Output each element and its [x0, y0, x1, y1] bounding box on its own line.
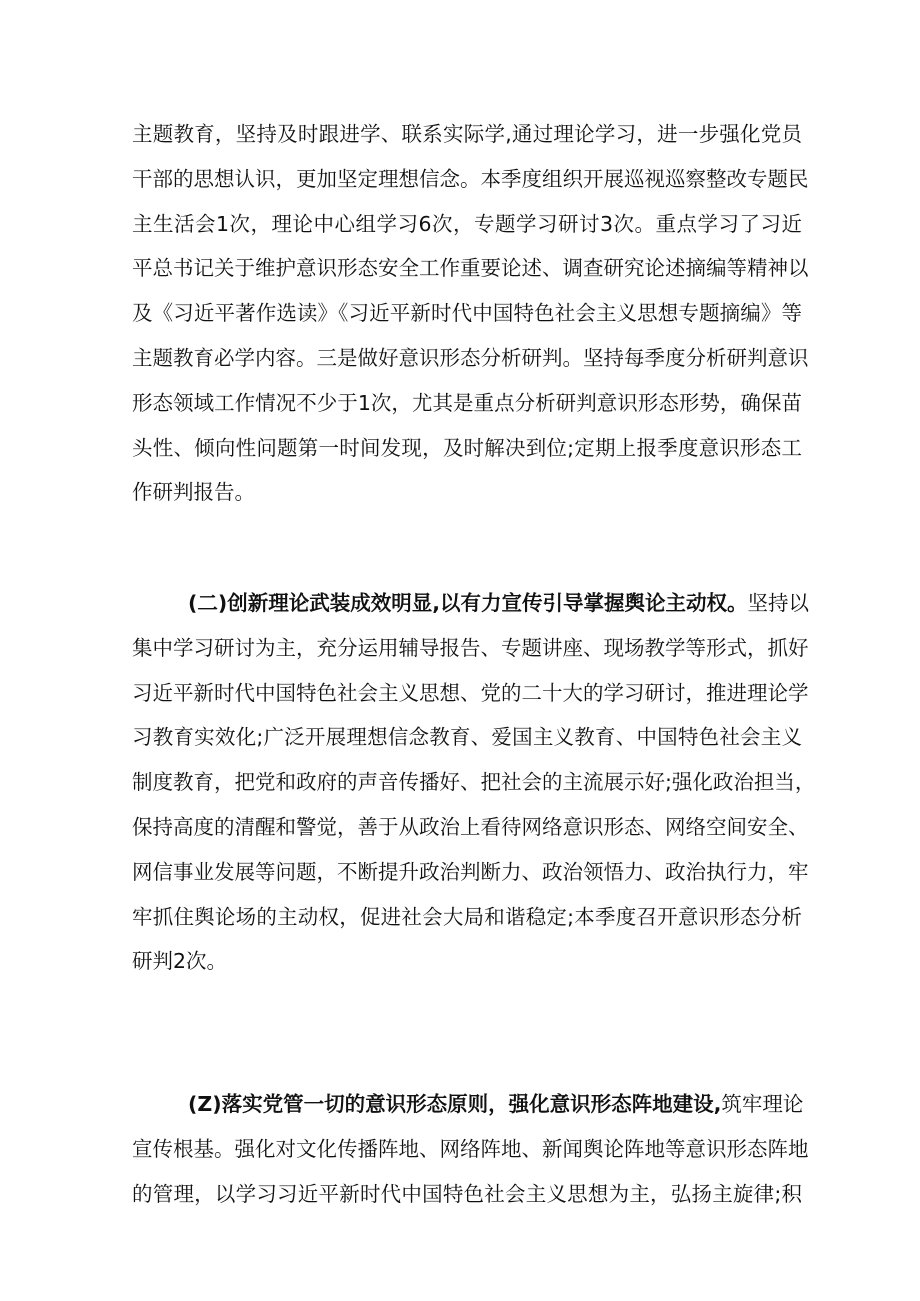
paragraph-2: [132, 581, 816, 984]
text-line: 保持高度的清醒和警觉，善于从政治上看待网络意识形态、网络空间安全、: [132, 814, 809, 839]
text-line: 制度教育，把党和政府的声音传播好、把社会的主流展示好;强化政治担当，: [132, 770, 816, 795]
heading-line-rest: 坚持以: [747, 591, 810, 615]
text-line: 主生活会1次，理论中心组学习6次，专题学习研讨3次。重点学习了习近: [132, 211, 802, 236]
text-line-last: 作研判报告。: [132, 480, 255, 505]
text-line: 习近平新时代中国特色社会主义思想、党的二十大的学习研讨，推进理论学: [132, 680, 809, 705]
section-heading-line: [132, 1082, 802, 1127]
text-line: 头性、倾向性问题第一时间发现，及时解决到位;定期上报季度意识形态工: [132, 435, 802, 460]
section-heading-line: [132, 581, 810, 626]
text-line: 网信事业发展等问题，不断提升政治判断力、政治领悟力、政治执行力，牢: [132, 859, 809, 884]
paragraph-3: [132, 1082, 809, 1216]
text-line-last: 研判2次。: [132, 949, 228, 974]
text-line: 宣传根基。强化对文化传播阵地、网络阵地、新闻舆论阵地等意识形态阵地: [132, 1136, 809, 1161]
text-line: 主题教育必学内容。三是做好意识形态分析研判。坚持每季度分析研判意识: [132, 345, 809, 370]
text-line: 主题教育，坚持及时跟进学、联系实际学,通过理论学习，进一步强化党员: [132, 122, 802, 146]
text-line: 平总书记关于维护意识形态安全工作重要论述、调查研究论述摘编等精神以: [132, 256, 809, 281]
section-heading: (二)创新理论武装成效明显,以有力宣传引导掌握舆论主动权。: [188, 591, 748, 615]
text-line: 集中学习研讨为主，充分运用辅导报告、专题讲座、现场教学等形式，抓好: [132, 635, 809, 660]
text-line: 牢抓住舆论场的主动权，促进社会大局和谐稳定;本季度召开意识形态分析: [132, 904, 802, 929]
text-line: 形态领域工作情况不少于1次，尤其是重点分析研判意识形态形势，确保苗: [132, 390, 802, 415]
text-line: 的管理，以学习习近平新时代中国特色社会主义思想为主，弘扬主旋律;积: [132, 1181, 802, 1206]
text-line: 及《习近平著作选读》《习近平新时代中国特色社会主义思想专题摘编》等: [132, 301, 802, 326]
section-heading: (Z)落实党管一切的意识形态原则，强化意识形态阵地建设,: [188, 1092, 722, 1116]
heading-line-rest: 筑牢理论: [721, 1092, 804, 1116]
text-line: 干部的思想认识，更加坚定理想信念。本季度组织开展巡视巡察整改专题民: [132, 166, 809, 191]
text-line: 习教育实效化;广泛开展理想信念教育、爱国主义教育、中国特色社会主义: [132, 725, 802, 750]
paragraph-1: [132, 112, 809, 515]
